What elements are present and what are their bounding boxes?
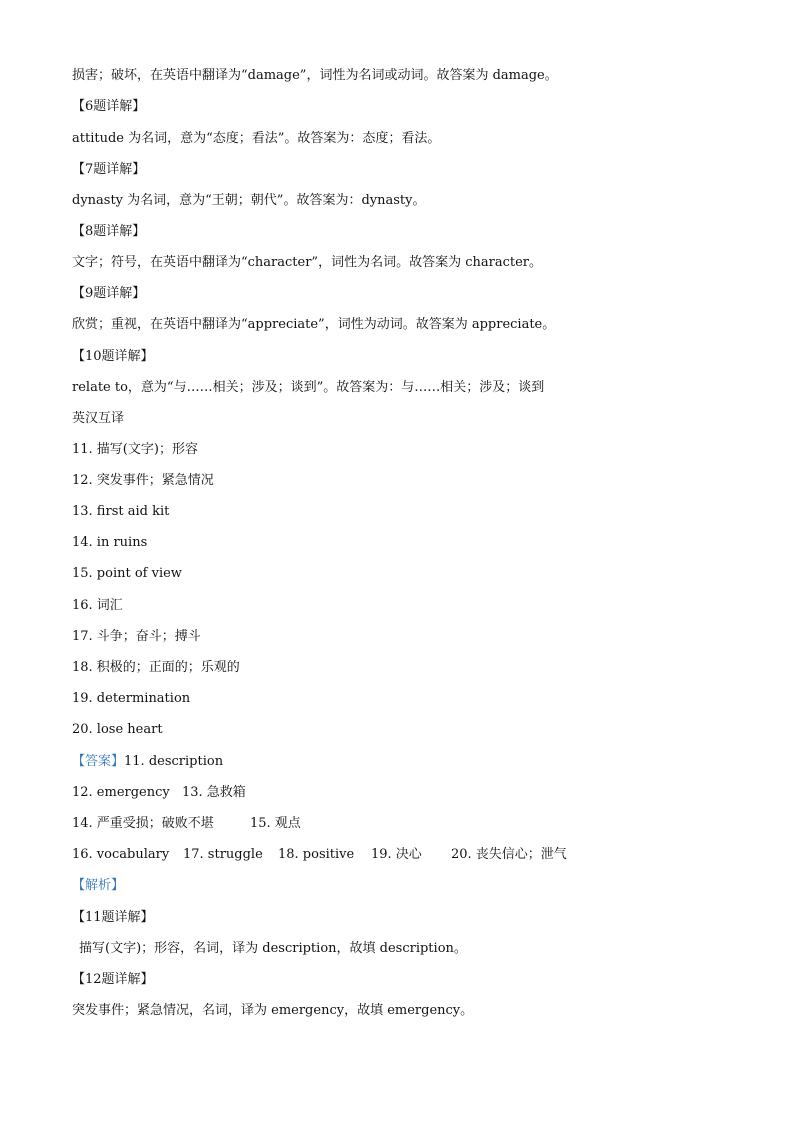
answer-16: 16. vocabulary xyxy=(72,847,170,862)
q10-heading: 【10题详解】 xyxy=(72,349,154,364)
answer-row xyxy=(72,845,567,865)
q9-explanation: 欣赏；重视，在英语中翻译为“appreciate”，词性为动词。故答案为 appreciate。 xyxy=(72,317,556,332)
q8-heading: 【8题详解】 xyxy=(72,224,146,239)
q9-heading: 【9题详解】 xyxy=(72,286,146,301)
q6-heading: 【6题详解】 xyxy=(72,99,146,114)
list-item: 19. determination xyxy=(72,691,191,706)
answer-row xyxy=(72,783,246,803)
list-item: 15. point of view xyxy=(72,566,182,581)
answer-18: 18. positive xyxy=(278,847,355,862)
q11-explanation: 描写(文字)；形容，名词，译为 description，故填 description。 xyxy=(79,941,467,956)
list-item: 18. 积极的；正面的；乐观的 xyxy=(72,660,240,675)
q12-explanation: 突发事件；紧急情况，名词，译为 emergency，故填 emergency。 xyxy=(72,1003,474,1018)
q8-explanation: 文字；符号，在英语中翻译为“character”，词性为名词。故答案为 character。 xyxy=(72,255,542,270)
list-item: 17. 斗争；奋斗；搏斗 xyxy=(72,629,201,644)
list-item: 12. 突发事件；紧急情况 xyxy=(72,473,214,488)
answer-20: 20. 丧失信心；泄气 xyxy=(451,847,567,862)
list-item: 16. 词汇 xyxy=(72,598,123,613)
list-item: 14. in ruins xyxy=(72,535,148,550)
section-title: 英汉互译 xyxy=(72,411,125,426)
list-item: 13. first aid kit xyxy=(72,504,170,519)
q6-explanation: attitude 为名词，意为“态度；看法”。故答案为：态度；看法。 xyxy=(72,131,441,146)
answer-14: 14. 严重受损；破败不堪 xyxy=(72,816,214,831)
q10-explanation: relate to，意为“与……相关；涉及；谈到”。故答案为：与……相关；涉及；谈到 xyxy=(72,380,545,395)
answer-label: 【答案】 xyxy=(72,754,125,769)
answer-11: 11. description xyxy=(124,754,224,769)
q11-heading: 【11题详解】 xyxy=(72,910,154,925)
answer-row xyxy=(72,752,223,772)
q7-explanation: dynasty 为名词，意为“王朝；朝代”。故答案为：dynasty。 xyxy=(72,193,426,208)
answer-12: 12. emergency xyxy=(72,785,170,800)
answer-19: 19. 决心 xyxy=(371,847,422,862)
answer-13: 13. 急救箱 xyxy=(182,785,246,800)
answer-15: 15. 观点 xyxy=(250,816,301,831)
analysis-label: 【解析】 xyxy=(72,878,125,893)
q12-heading: 【12题详解】 xyxy=(72,972,154,987)
list-item: 20. lose heart xyxy=(72,722,163,737)
q7-heading: 【7题详解】 xyxy=(72,162,146,177)
answer-row xyxy=(72,814,301,834)
answer-17: 17. struggle xyxy=(183,847,263,862)
q5-explanation: 损害；破坏，在英语中翻译为“damage”，词性为名词或动词。故答案为 damage。 xyxy=(72,68,558,83)
list-item: 11. 描写(文字)；形容 xyxy=(72,442,198,457)
